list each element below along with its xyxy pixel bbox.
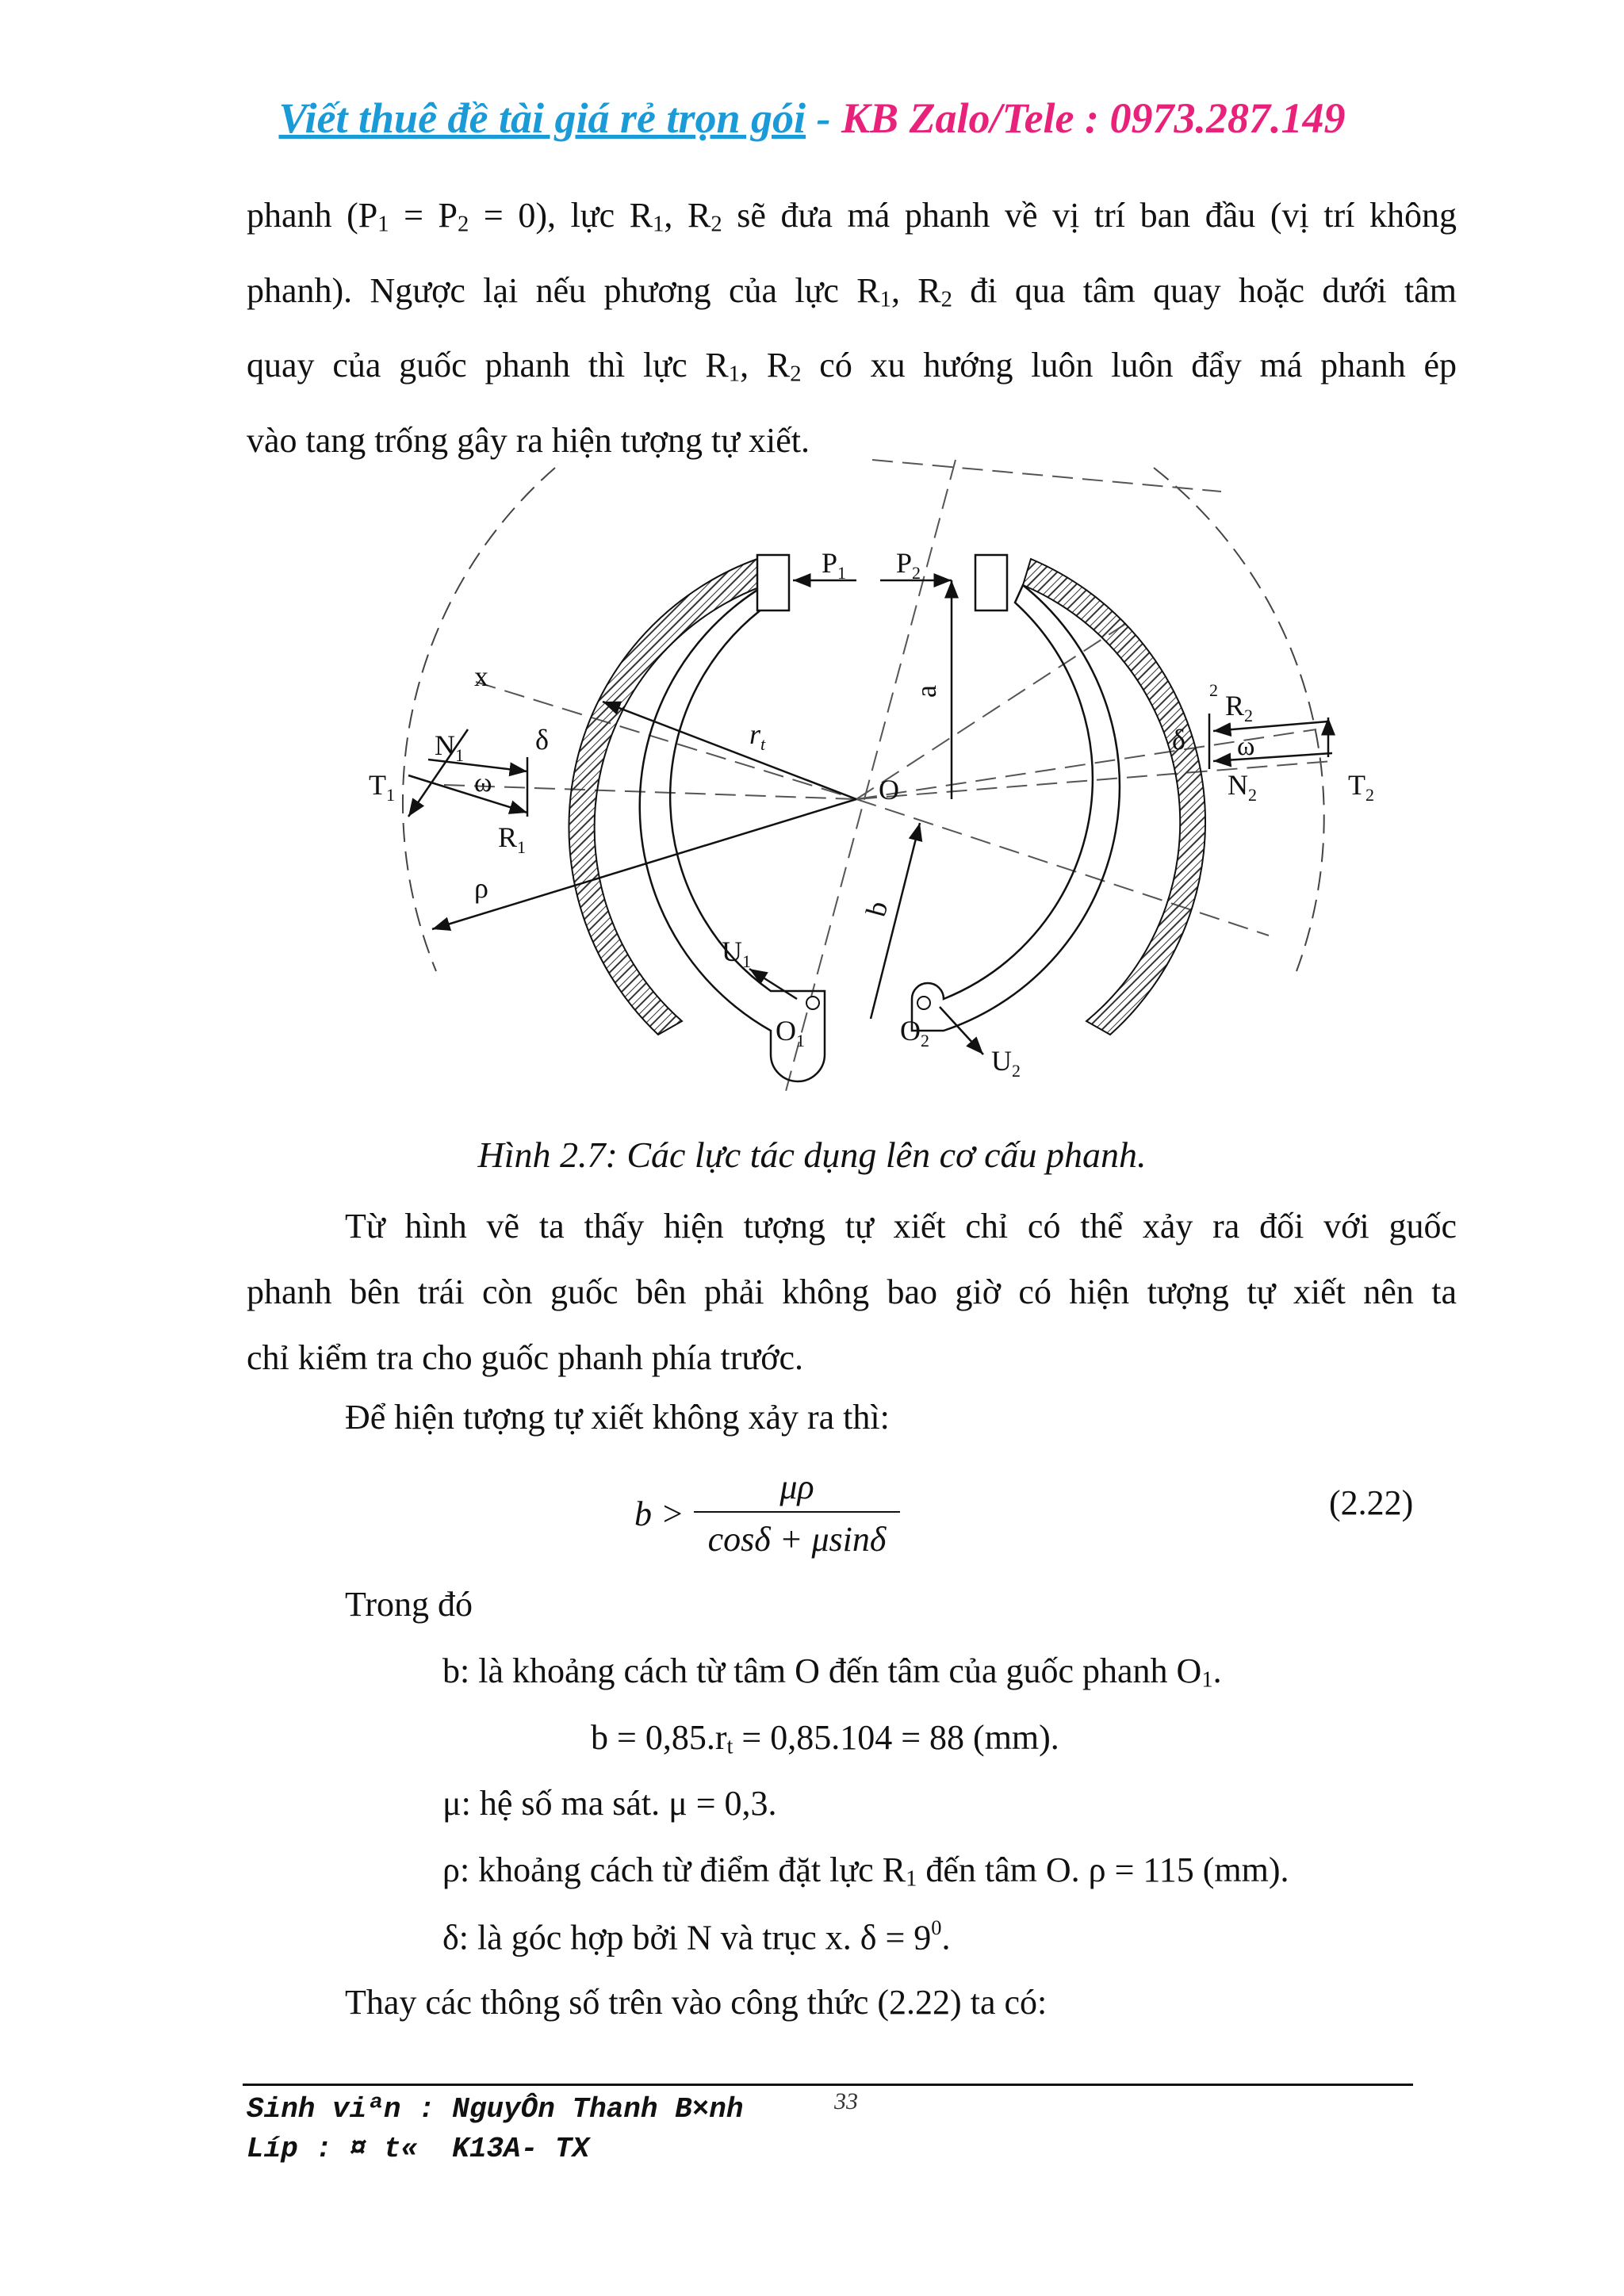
label-o: O [879, 774, 899, 806]
formula-number: (2.22) [1329, 1483, 1414, 1522]
label-x: x [474, 660, 488, 692]
label-delta-right: δ [1172, 724, 1185, 756]
right-shoe-body [912, 585, 1120, 1031]
label-u1: $U_1$ [722, 936, 751, 971]
arrow-b-dim [871, 823, 920, 1019]
banner-contact: KB Zalo/Tele : 0973.287.149 [841, 94, 1346, 142]
label-r1: $R_1$ [498, 821, 527, 857]
banner-link-text[interactable]: Viết thuê đề tài giá rẻ trọn gói [278, 94, 806, 142]
pivot-o2 [917, 997, 930, 1009]
arrow-r1 [408, 775, 527, 813]
label-a: a [910, 685, 942, 698]
def-mu: μ: hệ số ma sát. μ = 0,3. [442, 1784, 777, 1823]
arrow-rho [432, 799, 856, 929]
axis-line-x [476, 682, 856, 799]
label-n2: $N_2$ [1228, 769, 1257, 805]
right-shoe-top-tab [975, 555, 1007, 610]
intro-paragraph [247, 182, 1457, 473]
axis-line-right-mid [872, 460, 1221, 492]
def-rho: ρ: khoảng cách từ điểm đặt lực $R_1$ đến tâm O. ρ = 115 (mm). [442, 1850, 1289, 1892]
formula-fraction-bar [694, 1511, 900, 1513]
page-number: 33 [834, 2088, 858, 2114]
intro-line-1: phanh $(P_1 = P_2 = 0)$, lực $R_1$, $R_2$ sẽ đưa má phanh về vị trí ban đầu (vị trí không [247, 196, 1457, 237]
label-omega-right: ω [1237, 732, 1255, 761]
label-n1: $N_1$ [435, 729, 464, 765]
label-r2: $R_2$ [1225, 690, 1254, 725]
axis-line-left-r1 [444, 785, 856, 799]
footer-student: Sinh viªn : NguyÔn Thanh B×nh [247, 2093, 744, 2126]
label-r2-mark: 2 [1209, 680, 1218, 700]
axis-line-lower-right [856, 799, 1269, 936]
label-p2: $P_2$ [896, 547, 921, 583]
label-t2: $T_2$ [1348, 769, 1374, 805]
footer-rule [243, 2084, 1413, 2086]
para2-line-1: Từ hình vẽ ta thấy hiện tượng tự xiết chỉ có thể xảy ra đối với guốc [345, 1207, 1457, 1246]
label-rho: ρ [474, 872, 488, 904]
def-delta: δ: là góc hợp bởi N và trục x. $\delta = 9^0$. [442, 1915, 951, 1957]
footer-class: Líp : ¤ t« K13A- TX [247, 2133, 590, 2165]
label-omega-left: ω [474, 768, 492, 798]
where-heading: Trong đó [345, 1585, 473, 1624]
label-o2: $O_2$ [900, 1015, 929, 1050]
arrow-n2 [1213, 753, 1332, 761]
figure-caption: Hình 2.7: Các lực tác dụng lên cơ cấu phanh. [477, 1135, 1147, 1175]
header-banner [0, 94, 1624, 143]
def-b-value: $b = 0,85.r_t = 0,85.104 = 88$ (mm). [591, 1718, 1059, 1759]
final-sentence: Thay các thông số trên vào công thức (2.22) ta có: [345, 1983, 1048, 2022]
label-delta-left: δ [535, 724, 549, 756]
pivot-o1 [806, 997, 819, 1009]
label-u2: $U_2$ [991, 1045, 1021, 1081]
para2-line-2: phanh bên trái còn guốc bên phải không bao giờ có hiện tượng tự xiết nên ta [247, 1272, 1457, 1311]
label-o1: $O_1$ [776, 1015, 805, 1050]
arrow-u1 [749, 969, 797, 999]
banner-separator: - [806, 94, 842, 142]
label-p1: $P_1$ [822, 547, 847, 583]
axis-line-right-n2 [856, 761, 1332, 799]
label-b: b [860, 897, 894, 920]
body-paragraph-2 [247, 1193, 1457, 1391]
brake-force-diagram [0, 444, 1624, 1126]
intro-line-3: quay của guốc phanh thì lực $R_1$, $R_2$ có xu hướng luôn luôn đẩy má phanh ép [247, 346, 1457, 388]
def-b: b: là khoảng cách từ tâm O đến tâm của guốc phanh $O_1$. [442, 1651, 1222, 1693]
formula-numerator: μρ [779, 1468, 814, 1506]
formula-denominator: cosδ + μsinδ [707, 1520, 887, 1559]
condition-text: Để hiện tượng tự xiết không xảy ra thì: [345, 1398, 890, 1437]
label-rt: $r_t$ [749, 718, 766, 754]
intro-line-2: phanh). Ngược lại nếu phương của lực $R_1$, $R_2$ đi qua tâm quay hoặc dưới tâm [247, 270, 1457, 312]
label-t1: $T_1$ [369, 769, 395, 805]
para2-line-3: chỉ kiểm tra cho guốc phanh phía trước. [247, 1338, 804, 1377]
left-shoe-top-tab [757, 555, 789, 610]
formula-lhs: b > [634, 1494, 684, 1533]
intro-line-4: vào tang trống gây ra hiện tượng tự xiết. [247, 421, 810, 461]
